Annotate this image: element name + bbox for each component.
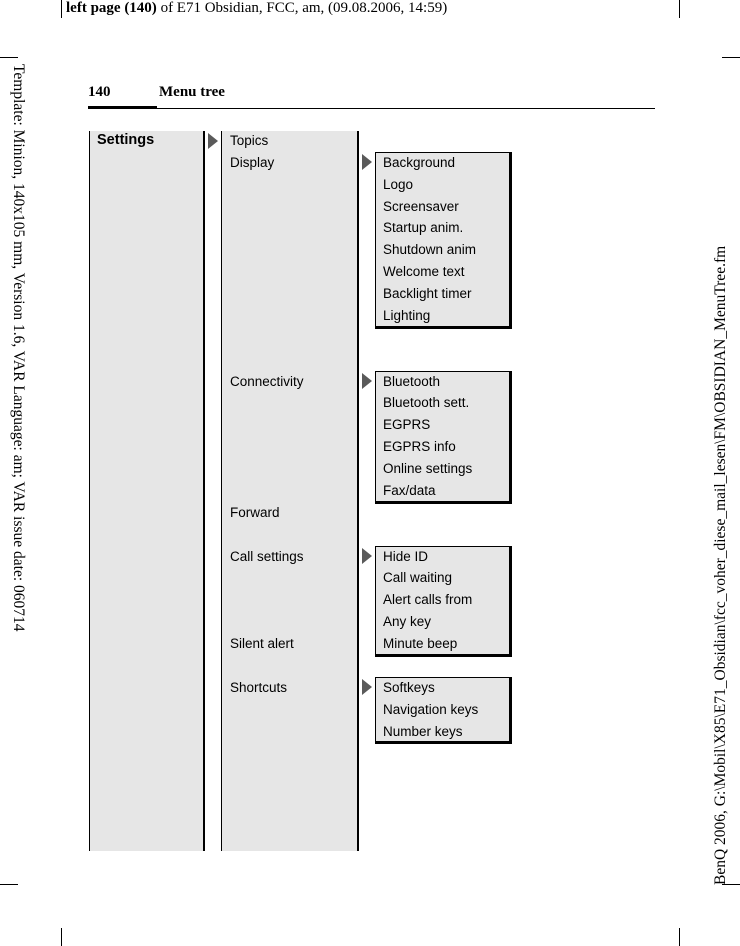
call-settings-submenu [375, 546, 512, 657]
submenu-item: Background [383, 155, 456, 170]
submenu-item: Minute beep [383, 636, 458, 651]
submenu-item: Call waiting [383, 570, 453, 585]
menu-item-forward: Forward [230, 505, 280, 520]
template-info: Template: Minion, 140x105 mm, Version 1.6, VAR Language: am; VAR issue date: 060714 [10, 64, 27, 632]
shortcuts-submenu [375, 677, 512, 744]
submenu-item: Softkeys [383, 680, 435, 695]
page-title: Menu tree [159, 84, 225, 100]
submenu-item: Backlight timer [383, 286, 472, 301]
menu-item-shortcuts: Shortcuts [230, 680, 288, 695]
connectivity-submenu [375, 371, 512, 504]
menu-item-call-settings: Call settings [230, 549, 304, 564]
submenu-item: EGPRS [383, 417, 431, 432]
crop-mark [679, 0, 680, 18]
header-rule-thick [88, 106, 157, 109]
arrow-right-icon [362, 154, 372, 170]
submenu-item: Any key [383, 614, 432, 629]
root-column [89, 131, 205, 851]
submenu-column [221, 131, 359, 851]
arrow-right-icon [362, 679, 372, 695]
arrow-right-icon [362, 373, 372, 389]
submenu-item: Bluetooth [383, 374, 441, 389]
slug-info: of E71 Obsidian, FCC, am, (09.08.2006, 14:59) [156, 0, 448, 16]
submenu-item: Screensaver [383, 199, 459, 214]
arrow-right-icon [362, 548, 372, 564]
crop-mark [0, 884, 18, 885]
crop-mark [61, 0, 62, 18]
menu-item-connectivity: Connectivity [230, 374, 304, 389]
display-submenu [375, 152, 512, 329]
crop-mark [679, 928, 680, 946]
arrow-right-icon [208, 133, 218, 149]
submenu-item: Online settings [383, 461, 473, 476]
submenu-item: Shutdown anim [383, 242, 477, 257]
submenu-item: Alert calls from [383, 592, 473, 607]
header-rule [157, 108, 655, 109]
root-menu-settings: Settings [97, 132, 155, 148]
submenu-item: Welcome text [383, 264, 465, 279]
crop-mark [61, 928, 62, 946]
slug-line [66, 0, 447, 17]
submenu-item: Bluetooth sett. [383, 395, 470, 410]
submenu-item: Navigation keys [383, 702, 479, 717]
submenu-item: EGPRS info [383, 439, 456, 454]
page-number: 140 [88, 84, 111, 100]
crop-mark [722, 57, 740, 58]
submenu-item: Lighting [383, 308, 431, 323]
slug-page: left page (140) [66, 0, 157, 16]
menu-item-silent-alert: Silent alert [230, 636, 294, 651]
submenu-item: Startup anim. [383, 220, 464, 235]
crop-mark [0, 57, 18, 58]
submenu-item: Fax/data [383, 483, 436, 498]
menu-item-display: Display [230, 155, 275, 170]
menu-item-topics: Topics [230, 133, 269, 148]
submenu-item: Number keys [383, 724, 463, 739]
submenu-item: Logo [383, 177, 414, 192]
submenu-item: Hide ID [383, 549, 429, 564]
file-path: BenQ 2006, G:\Mobil\X85\E71_Obsidian\fcc_voher_diese_mail_lesen\FM\OBSIDIAN_MenuTree.fm [712, 245, 729, 885]
